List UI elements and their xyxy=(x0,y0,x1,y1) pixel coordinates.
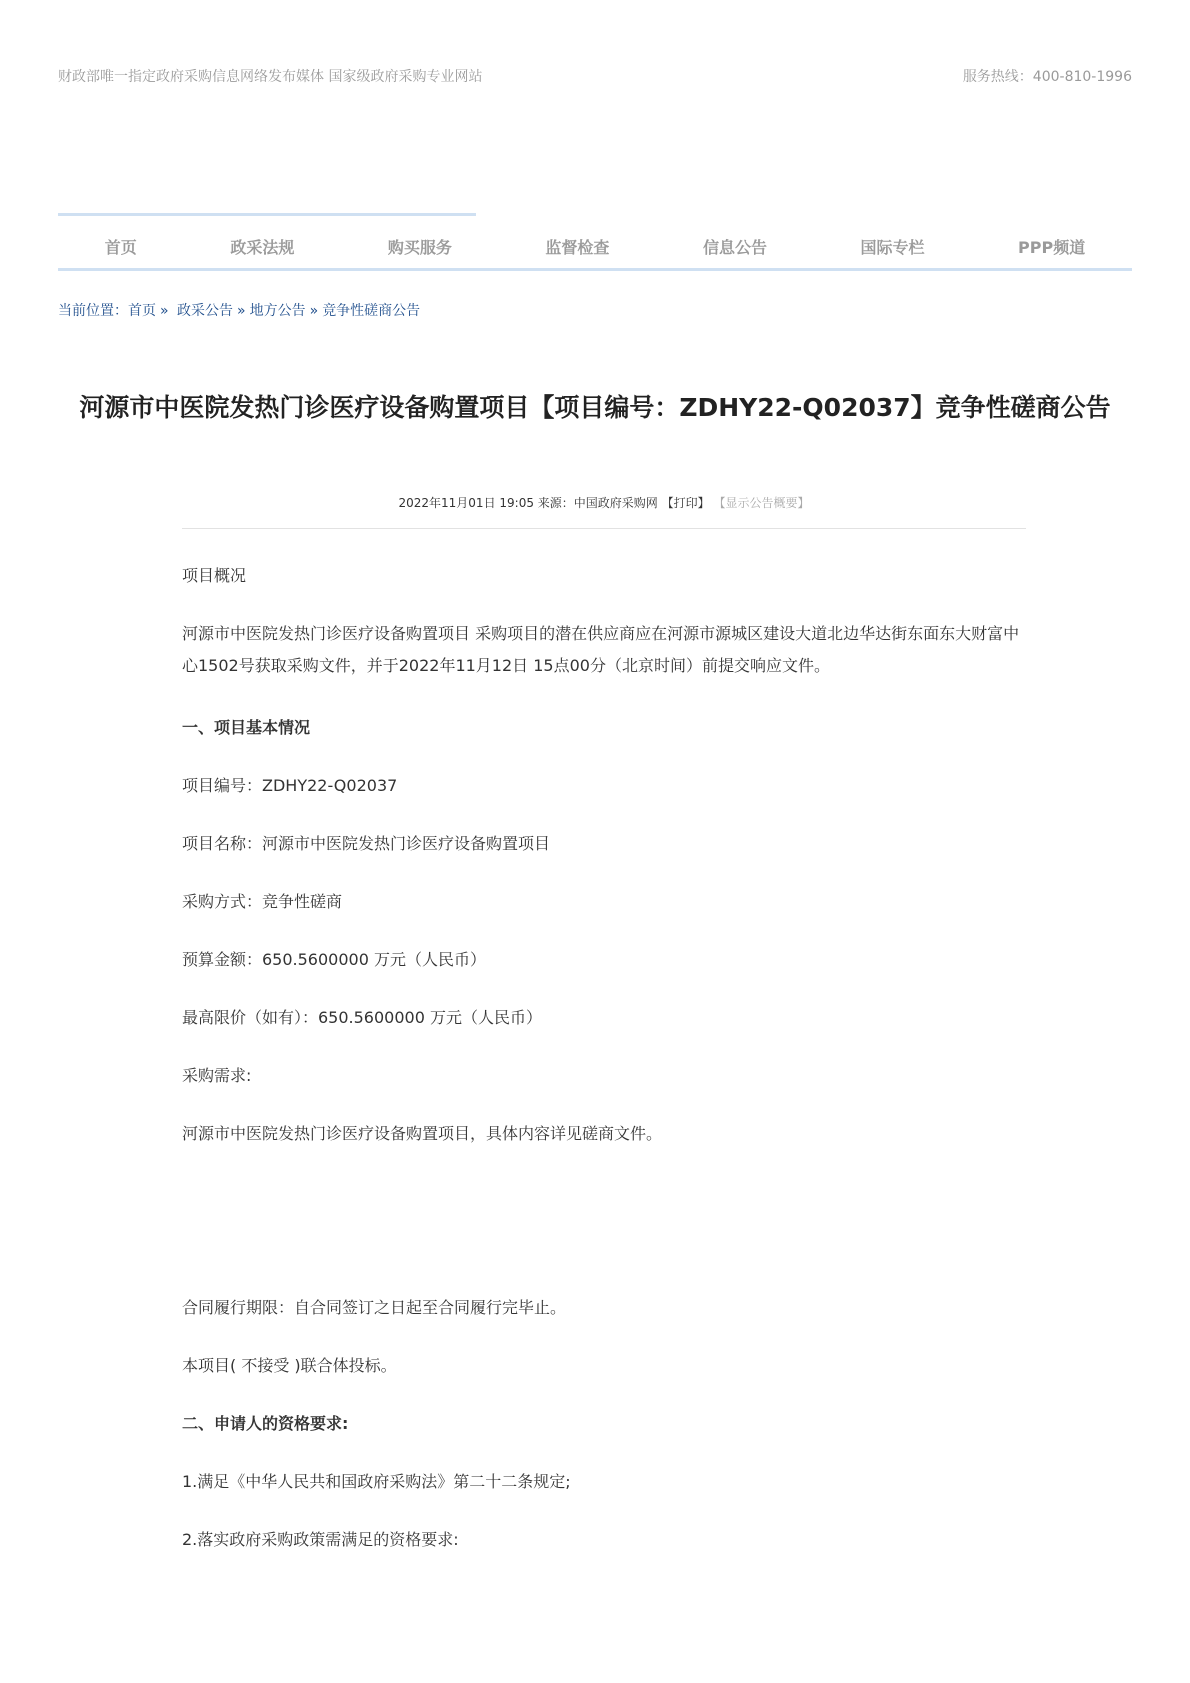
main-nav xyxy=(58,224,1132,268)
nav-item-supervision[interactable]: 监督检查 xyxy=(545,237,610,257)
nav-item-international[interactable]: 国际专栏 xyxy=(860,237,925,257)
article-source: 来源：中国政府采购网 xyxy=(537,496,658,510)
nav-item-ppp[interactable]: PPP频道 xyxy=(1018,237,1086,257)
procurement-requirements-text: 河源市中医院发热门诊医疗设备购置项目，具体内容详见磋商文件。 xyxy=(182,1124,663,1143)
site-slogan: 财政部唯一指定政府采购信息网络发布媒体 国家级政府采购专业网站 xyxy=(58,69,483,85)
breadcrumb-separator: » xyxy=(160,303,169,319)
breadcrumb-separator: » xyxy=(309,303,319,319)
nav-item-announcements[interactable]: 信息公告 xyxy=(702,237,767,257)
show-summary-link[interactable]: 【显示公告概要】 xyxy=(713,496,810,510)
project-overview-heading: 项目概况 xyxy=(182,566,247,585)
publish-datetime: 2022年11月01日 19:05 xyxy=(398,496,534,510)
procurement-method: 采购方式：竞争性磋商 xyxy=(182,892,343,911)
nav-item-home[interactable]: 首页 xyxy=(104,237,137,257)
budget-amount: 预算金额：650.5600000 万元（人民币） xyxy=(182,950,486,969)
section-heading-basic-info: 一、项目基本情况 xyxy=(182,718,311,737)
breadcrumb xyxy=(58,300,420,320)
procurement-requirements-label: 采购需求: xyxy=(182,1066,252,1085)
print-link[interactable]: 【打印】 xyxy=(661,496,710,510)
nav-divider xyxy=(58,268,1132,271)
page-title: 河源市中医院发热门诊医疗设备购置项目【项目编号：ZDHY22-Q02037】竞争性磋商公告 xyxy=(79,393,1111,422)
breadcrumb-current[interactable]: 竞争性磋商公告 xyxy=(322,303,421,319)
article-meta xyxy=(182,494,1026,511)
max-price: 最高限价（如有）：650.5600000 万元（人民币） xyxy=(182,1008,542,1027)
nav-item-regulations[interactable]: 政采法规 xyxy=(230,237,295,257)
project-number: 项目编号：ZDHY22-Q02037 xyxy=(182,776,398,795)
breadcrumb-home[interactable]: 首页 xyxy=(128,303,156,319)
qualification-item-2: 2.落实政府采购政策需满足的资格要求: xyxy=(182,1530,459,1549)
section-heading-qualifications: 二、申请人的资格要求: xyxy=(182,1414,349,1433)
breadcrumb-prefix: 当前位置： xyxy=(58,303,128,319)
consortium-bidding: 本项目( 不接受 )联合体投标。 xyxy=(182,1356,397,1375)
nav-accent-bar xyxy=(58,213,476,216)
project-name: 项目名称：河源市中医院发热门诊医疗设备购置项目 xyxy=(182,834,551,853)
service-hotline: 服务热线：400-810-1996 xyxy=(962,69,1132,85)
meta-divider xyxy=(182,528,1026,529)
contract-term: 合同履行期限：自合同签订之日起至合同履行完毕止。 xyxy=(182,1298,567,1317)
project-overview-text: 河源市中医院发热门诊医疗设备购置项目 采购项目的潜在供应商应在河源市源城区建设大道北边华达街东面东大财富中心1502号获取采购文件，并于2022年11月12日 15点00分（北京时间）前提交响应文件。 xyxy=(182,624,1020,675)
breadcrumb-separator: » xyxy=(237,303,246,319)
qualification-item-1: 1.满足《中华人民共和国政府采购法》第二十二条规定; xyxy=(182,1472,571,1491)
nav-item-purchase-services[interactable]: 购买服务 xyxy=(387,237,452,257)
breadcrumb-gov-procurement[interactable]: 政采公告 xyxy=(177,303,234,319)
breadcrumb-local[interactable]: 地方公告 xyxy=(249,303,306,319)
